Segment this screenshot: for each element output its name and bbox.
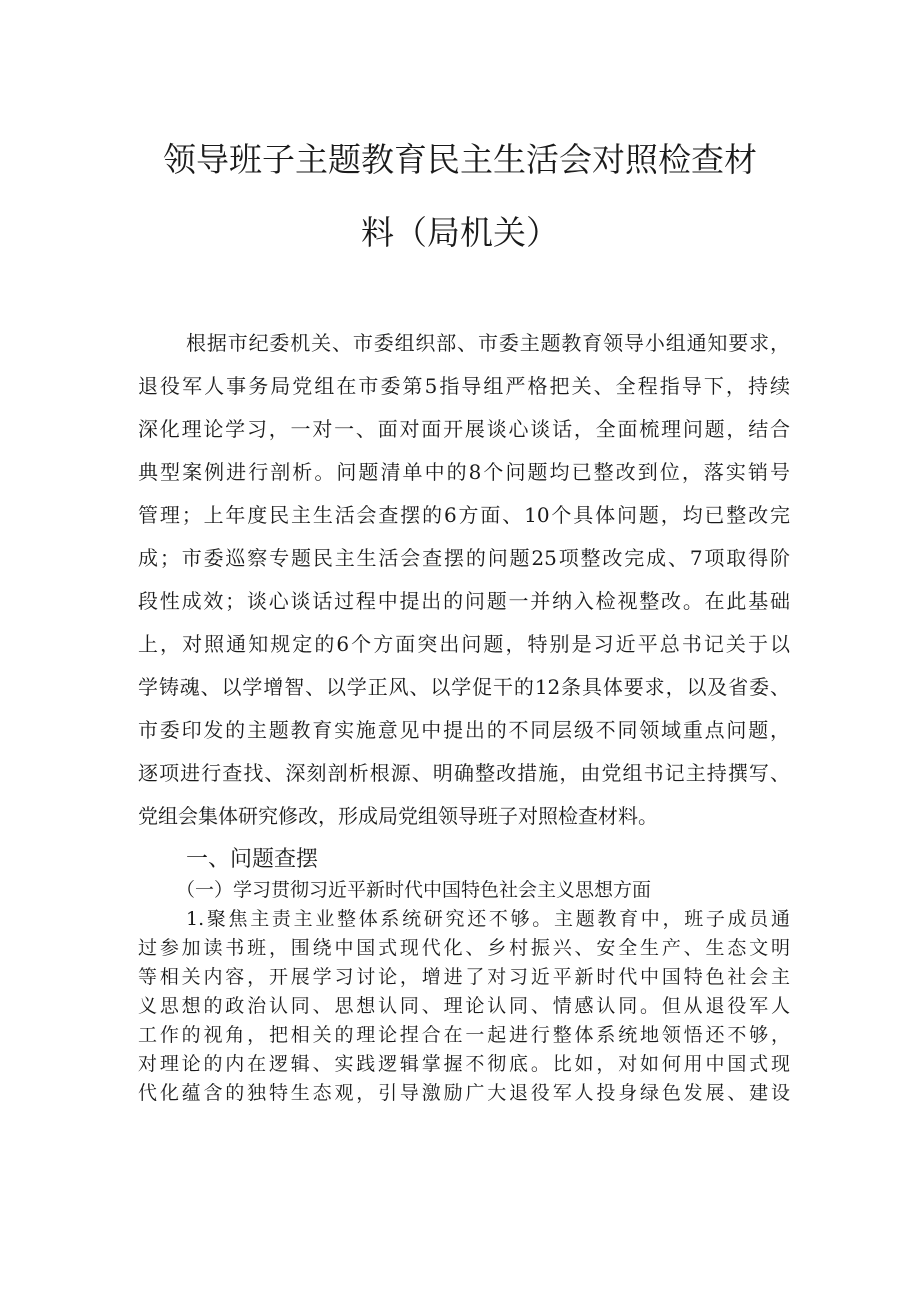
intro-paragraph-line: 成；市委巡察专题民主生活会查摆的问题25项整改完成、7项取得阶 [138, 546, 790, 570]
document-title-line-1: 领导班子主题教育民主生活会对照检查材 [163, 140, 757, 179]
intro-paragraph-line: 典型案例进行剖析。问题清单中的8个问题均已整改到位，落实销号 [138, 460, 790, 484]
item-paragraph-line: 对理论的内在逻辑、实践逻辑掌握不彻底。比如，对如何用中国式现 [138, 1053, 790, 1075]
item-paragraph-line: 1.聚焦主责主业整体系统研究还不够。主题教育中，班子成员通 [186, 908, 790, 930]
item-paragraph-line: 过参加读书班，围绕中国式现代化、乡村振兴、安全生产、生态文明 [138, 937, 790, 959]
item-paragraph-line: 代化蕴含的独特生态观，引导激励广大退役军人投身绿色发展、建设 [138, 1082, 790, 1104]
intro-paragraph-line: 逐项进行查找、深刻剖析根源、明确整改措施，由党组书记主持撰写、 [138, 761, 790, 785]
intro-paragraph-line: 党组会集体研究修改，形成局党组领导班子对照检查材料。 [138, 804, 658, 828]
intro-paragraph-line: 段性成效；谈心谈话过程中提出的问题一并纳入检视整改。在此基础 [138, 589, 790, 613]
subsection-heading: （一）学习贯彻习近平新时代中国特色社会主义思想方面 [176, 879, 652, 901]
item-paragraph-line: 工作的视角，把相关的理论捏合在一起进行整体系统地领悟还不够， [138, 1024, 790, 1046]
document-title-line-2: 料（局机关） [361, 213, 559, 252]
intro-paragraph-line: 退役军人事务局党组在市委第5指导组严格把关、全程指导下，持续 [138, 374, 790, 398]
intro-paragraph-line: 市委印发的主题教育实施意见中提出的不同层级不同领域重点问题， [138, 718, 790, 742]
intro-paragraph-line: 深化理论学习，一对一、面对面开展谈心谈话，全面梳理问题，结合 [138, 417, 790, 441]
item-paragraph-line: 等相关内容，开展学习讨论，增进了对习近平新时代中国特色社会主 [138, 966, 790, 988]
section-heading: 一、问题查摆 [186, 847, 319, 872]
intro-paragraph-line: 根据市纪委机关、市委组织部、市委主题教育领导小组通知要求， [186, 331, 790, 355]
item-paragraph-line: 义思想的政治认同、思想认同、理论认同、情感认同。但从退役军人 [138, 995, 790, 1017]
intro-paragraph-line: 学铸魂、以学增智、以学正风、以学促干的12条具体要求，以及省委、 [138, 675, 790, 699]
intro-paragraph-line: 管理；上年度民主生活会查摆的6方面、10个具体问题，均已整改完 [138, 503, 790, 527]
intro-paragraph-line: 上，对照通知规定的6个方面突出问题，特别是习近平总书记关于以 [138, 632, 790, 656]
